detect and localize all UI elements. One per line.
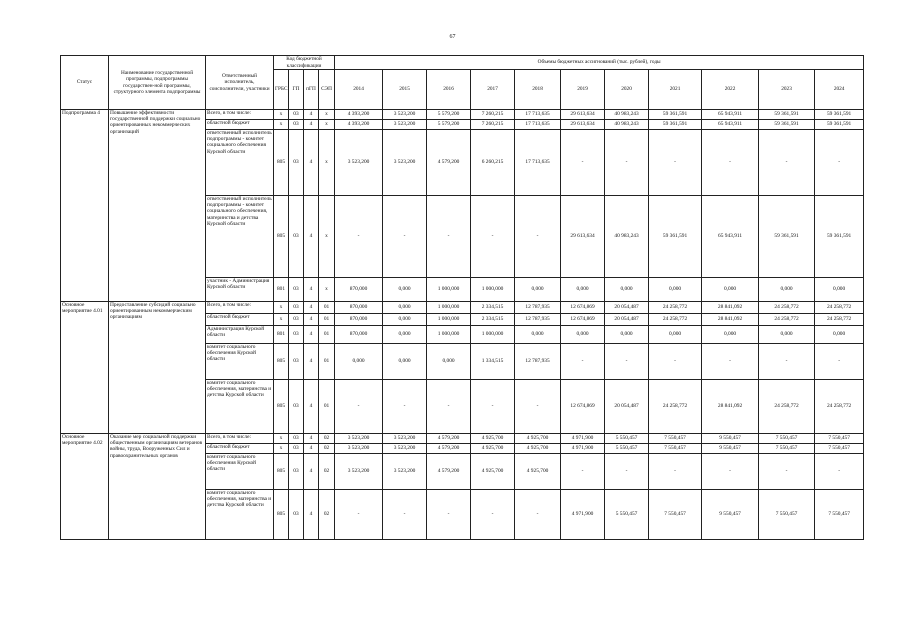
value-cell-2020: - — [605, 344, 649, 380]
code-cell: х — [274, 444, 289, 454]
code-cell: х — [274, 120, 289, 130]
header-year-2019: 2019 — [561, 70, 605, 110]
value-cell-2023: 59 361,591 — [759, 196, 815, 278]
value-cell-2014: 870,000 — [335, 326, 383, 344]
header-code-2: ГП — [289, 70, 304, 110]
code-cell: 805 — [274, 380, 289, 434]
value-cell-2022: 0,000 — [702, 278, 759, 302]
value-cell-2016: 5 579,200 — [427, 110, 471, 120]
value-cell-2014: 3 523,200 — [335, 434, 383, 444]
header-volumes-group: Объемы бюджетных ассигнований (тыс. рублей), годы — [335, 56, 864, 70]
value-cell-2024: 7 550,457 — [815, 434, 864, 444]
executor-cell: областной бюджет — [206, 314, 274, 326]
value-cell-2018: 0,000 — [515, 278, 561, 302]
code-cell: 4 — [304, 454, 319, 490]
code-cell: х — [274, 434, 289, 444]
value-cell-2015: 3 523,200 — [383, 444, 427, 454]
value-cell-2020: 5 550,457 — [605, 490, 649, 540]
header-code-3: пГП — [304, 70, 319, 110]
value-cell-2020: 20 054,487 — [605, 302, 649, 314]
value-cell-2020: 20 054,487 — [605, 380, 649, 434]
code-cell: 4 — [304, 314, 319, 326]
value-cell-2024: 0,000 — [815, 278, 864, 302]
value-cell-2014: 870,000 — [335, 314, 383, 326]
value-cell-2014: 3 523,200 — [335, 444, 383, 454]
code-cell: 805 — [274, 490, 289, 540]
value-cell-2023: 0,000 — [759, 278, 815, 302]
value-cell-2023: 7 550,457 — [759, 434, 815, 444]
executor-cell: комитет социального обеспечения Курской области — [206, 454, 274, 490]
value-cell-2022: 0,000 — [702, 326, 759, 344]
code-cell: 4 — [304, 344, 319, 380]
code-cell: 01 — [319, 344, 335, 380]
value-cell-2022: 28 841,092 — [702, 314, 759, 326]
code-cell: 03 — [289, 326, 304, 344]
executor-cell: Всего, в том числе: — [206, 302, 274, 314]
value-cell-2018: 4 925,700 — [515, 454, 561, 490]
code-cell: 4 — [304, 434, 319, 444]
value-cell-2023: 24 258,772 — [759, 314, 815, 326]
value-cell-2014: - — [335, 196, 383, 278]
value-cell-2018: 0,000 — [515, 326, 561, 344]
code-cell: 4 — [304, 302, 319, 314]
code-cell: 01 — [319, 302, 335, 314]
code-cell: 02 — [319, 434, 335, 444]
value-cell-2015: 3 523,200 — [383, 454, 427, 490]
code-cell: 4 — [304, 110, 319, 120]
value-cell-2015: - — [383, 490, 427, 540]
value-cell-2017: 6 260,215 — [471, 130, 515, 196]
status-cell: Основное мероприятие 4.01 — [61, 302, 109, 434]
value-cell-2024: 59 361,591 — [815, 110, 864, 120]
value-cell-2018: - — [515, 380, 561, 434]
code-cell: 03 — [289, 434, 304, 444]
header-name: Наименование государственной программы, подпрограммы государствен-ной программы, структурного элемента подпрограммы — [109, 56, 206, 110]
code-cell: 01 — [319, 380, 335, 434]
code-cell: х — [274, 302, 289, 314]
value-cell-2022: - — [702, 454, 759, 490]
code-cell: 03 — [289, 490, 304, 540]
code-cell: 4 — [304, 196, 319, 278]
value-cell-2024: 24 258,772 — [815, 380, 864, 434]
executor-cell: комитет социального обеспечения, материнства и детства Курской области — [206, 490, 274, 540]
value-cell-2024: 7 550,457 — [815, 490, 864, 540]
value-cell-2021: 24 258,772 — [649, 314, 702, 326]
program-name-cell: Повышение эффективности государственной поддержки социально ориентированных некоммерческих организаций — [109, 110, 206, 302]
value-cell-2019: 12 674,869 — [561, 302, 605, 314]
value-cell-2014: 870,000 — [335, 278, 383, 302]
value-cell-2014: 4 393,200 — [335, 120, 383, 130]
value-cell-2016: 4 579,200 — [427, 434, 471, 444]
value-cell-2017: 2 334,515 — [471, 302, 515, 314]
value-cell-2023: - — [759, 344, 815, 380]
value-cell-2018: 12 787,935 — [515, 314, 561, 326]
header-status: Статус — [61, 56, 109, 110]
value-cell-2022: - — [702, 344, 759, 380]
value-cell-2022: 28 841,092 — [702, 302, 759, 314]
value-cell-2015: 3 523,200 — [383, 120, 427, 130]
value-cell-2023: 0,000 — [759, 326, 815, 344]
value-cell-2017: 1 000,000 — [471, 278, 515, 302]
value-cell-2018: 17 713,635 — [515, 110, 561, 120]
code-cell: 02 — [319, 490, 335, 540]
executor-cell: ответственный исполнитель подпрограммы - комитет социального обеспечения Курской области — [206, 130, 274, 196]
value-cell-2019: 0,000 — [561, 278, 605, 302]
value-cell-2016: 4 579,200 — [427, 444, 471, 454]
value-cell-2017: 7 260,215 — [471, 110, 515, 120]
code-cell: х — [274, 110, 289, 120]
executor-cell: ответственный исполнитель подпрограммы - комитет социального обеспечения, материнства и детства Курской области — [206, 196, 274, 278]
code-cell: 03 — [289, 302, 304, 314]
header-year-2023: 2023 — [759, 70, 815, 110]
code-cell: 4 — [304, 490, 319, 540]
value-cell-2017: - — [471, 380, 515, 434]
value-cell-2023: 59 361,591 — [759, 120, 815, 130]
value-cell-2020: 40 983,243 — [605, 196, 649, 278]
value-cell-2015: 3 523,200 — [383, 434, 427, 444]
code-cell: 4 — [304, 130, 319, 196]
executor-cell: Всего, в том числе: — [206, 434, 274, 444]
value-cell-2020: - — [605, 454, 649, 490]
value-cell-2017: 7 260,215 — [471, 120, 515, 130]
value-cell-2021: 24 258,772 — [649, 380, 702, 434]
code-cell: 03 — [289, 314, 304, 326]
code-cell: 4 — [304, 380, 319, 434]
value-cell-2016: 4 579,200 — [427, 130, 471, 196]
code-cell: 801 — [274, 278, 289, 302]
value-cell-2022: 9 550,457 — [702, 434, 759, 444]
header-year-2022: 2022 — [702, 70, 759, 110]
value-cell-2020: 40 983,243 — [605, 110, 649, 120]
header-executor: Ответственный исполнитель, соисполнители, участники — [206, 56, 274, 110]
value-cell-2023: 24 258,772 — [759, 302, 815, 314]
code-cell: х — [319, 110, 335, 120]
value-cell-2019: 4 971,900 — [561, 490, 605, 540]
value-cell-2019: - — [561, 454, 605, 490]
value-cell-2015: 0,000 — [383, 314, 427, 326]
code-cell: 4 — [304, 120, 319, 130]
header-year-2021: 2021 — [649, 70, 702, 110]
value-cell-2024: 24 258,772 — [815, 314, 864, 326]
value-cell-2017: - — [471, 490, 515, 540]
value-cell-2019: 29 613,634 — [561, 120, 605, 130]
header-code-1: ГРБС — [274, 70, 289, 110]
value-cell-2017: 4 925,700 — [471, 434, 515, 444]
value-cell-2019: 12 674,869 — [561, 380, 605, 434]
table-row — [61, 110, 864, 120]
value-cell-2021: 59 361,591 — [649, 110, 702, 120]
value-cell-2015: 0,000 — [383, 344, 427, 380]
header-code-group: Код бюджетной классификации — [274, 56, 335, 70]
value-cell-2016: 1 000,000 — [427, 278, 471, 302]
value-cell-2022: 9 550,457 — [702, 490, 759, 540]
code-cell: 01 — [319, 326, 335, 344]
executor-cell: областной бюджет — [206, 444, 274, 454]
code-cell: 805 — [274, 196, 289, 278]
header-year-2015: 2015 — [383, 70, 427, 110]
value-cell-2018: 4 925,700 — [515, 444, 561, 454]
code-cell: 01 — [319, 314, 335, 326]
code-cell: 03 — [289, 344, 304, 380]
value-cell-2023: - — [759, 454, 815, 490]
value-cell-2024: 0,000 — [815, 326, 864, 344]
executor-cell: Администрация Курской области — [206, 326, 274, 344]
value-cell-2016: 4 579,200 — [427, 454, 471, 490]
value-cell-2023: 7 550,457 — [759, 444, 815, 454]
table-row — [61, 302, 864, 314]
value-cell-2017: 4 925,700 — [471, 444, 515, 454]
value-cell-2024: 24 258,772 — [815, 302, 864, 314]
status-cell: Подпрограмма 4 — [61, 110, 109, 302]
value-cell-2018: - — [515, 196, 561, 278]
code-cell: х — [274, 314, 289, 326]
code-cell: х — [319, 130, 335, 196]
value-cell-2017: 4 925,700 — [471, 454, 515, 490]
value-cell-2022: 28 841,092 — [702, 380, 759, 434]
value-cell-2017: 2 334,515 — [471, 314, 515, 326]
value-cell-2016: - — [427, 380, 471, 434]
code-cell: 02 — [319, 454, 335, 490]
value-cell-2023: - — [759, 130, 815, 196]
header-year-2016: 2016 — [427, 70, 471, 110]
code-cell: х — [319, 278, 335, 302]
value-cell-2014: 4 393,200 — [335, 110, 383, 120]
status-cell: Основное мероприятие 4.02 — [61, 434, 109, 540]
header-year-2018: 2018 — [515, 70, 561, 110]
value-cell-2019: 4 971,900 — [561, 444, 605, 454]
value-cell-2020: 0,000 — [605, 278, 649, 302]
header-year-2017: 2017 — [471, 70, 515, 110]
value-cell-2021: - — [649, 454, 702, 490]
value-cell-2020: 40 983,243 — [605, 120, 649, 130]
code-cell: 03 — [289, 278, 304, 302]
value-cell-2024: - — [815, 344, 864, 380]
code-cell: 801 — [274, 326, 289, 344]
value-cell-2018: 17 713,635 — [515, 120, 561, 130]
program-name-cell: Предоставление субсидий социально ориентированным некоммерческим организациям — [109, 302, 206, 434]
value-cell-2019: 29 613,634 — [561, 110, 605, 120]
executor-cell: участник - Администрация Курской области — [206, 278, 274, 302]
value-cell-2019: 29 613,634 — [561, 196, 605, 278]
value-cell-2019: - — [561, 130, 605, 196]
value-cell-2014: - — [335, 490, 383, 540]
code-cell: 03 — [289, 454, 304, 490]
code-cell: 03 — [289, 380, 304, 434]
executor-cell: комитет социального обеспечения Курской области — [206, 344, 274, 380]
value-cell-2016: - — [427, 490, 471, 540]
value-cell-2023: 7 550,457 — [759, 490, 815, 540]
code-cell: 02 — [319, 444, 335, 454]
value-cell-2021: 7 550,457 — [649, 444, 702, 454]
value-cell-2017: 1 000,000 — [471, 326, 515, 344]
value-cell-2014: 0,000 — [335, 344, 383, 380]
value-cell-2014: 870,000 — [335, 302, 383, 314]
code-cell: 805 — [274, 344, 289, 380]
page-number: 67 — [449, 34, 456, 40]
value-cell-2018: 4 925,700 — [515, 434, 561, 444]
value-cell-2021: 0,000 — [649, 278, 702, 302]
value-cell-2024: 59 361,591 — [815, 196, 864, 278]
header-year-2024: 2024 — [815, 70, 864, 110]
value-cell-2015: - — [383, 196, 427, 278]
value-cell-2017: - — [471, 196, 515, 278]
code-cell: 805 — [274, 130, 289, 196]
value-cell-2015: 3 523,200 — [383, 110, 427, 120]
value-cell-2016: 5 579,200 — [427, 120, 471, 130]
value-cell-2021: - — [649, 130, 702, 196]
value-cell-2021: 0,000 — [649, 326, 702, 344]
value-cell-2016: - — [427, 196, 471, 278]
budget-table — [60, 55, 864, 540]
value-cell-2024: 59 361,591 — [815, 120, 864, 130]
value-cell-2018: 12 787,935 — [515, 344, 561, 380]
value-cell-2020: - — [605, 130, 649, 196]
value-cell-2022: 65 943,911 — [702, 110, 759, 120]
value-cell-2020: 5 550,457 — [605, 444, 649, 454]
value-cell-2022: 65 943,911 — [702, 196, 759, 278]
value-cell-2019: 4 971,900 — [561, 434, 605, 444]
code-cell: 4 — [304, 444, 319, 454]
program-name-cell: Оказание мер социальной поддержки общественным организациям ветеранов войны, труда, Вооруженных Сил и правоохранительных органов — [109, 434, 206, 540]
code-cell: 03 — [289, 120, 304, 130]
value-cell-2020: 5 550,457 — [605, 434, 649, 444]
value-cell-2019: - — [561, 344, 605, 380]
value-cell-2022: 65 943,911 — [702, 120, 759, 130]
value-cell-2015: 0,000 — [383, 302, 427, 314]
value-cell-2016: 0,000 — [427, 344, 471, 380]
value-cell-2021: 7 550,457 — [649, 490, 702, 540]
header-code-4: СЭП — [319, 70, 335, 110]
value-cell-2021: 59 361,591 — [649, 120, 702, 130]
executor-cell: комитет социального обеспечения, материнства и детства Курской области — [206, 380, 274, 434]
value-cell-2021: 59 361,591 — [649, 196, 702, 278]
value-cell-2024: - — [815, 130, 864, 196]
value-cell-2014: 3 523,200 — [335, 454, 383, 490]
value-cell-2016: 1 000,000 — [427, 326, 471, 344]
value-cell-2016: 1 000,000 — [427, 302, 471, 314]
value-cell-2024: 7 550,457 — [815, 444, 864, 454]
table-row — [61, 434, 864, 444]
executor-cell: Всего, в том числе: — [206, 110, 274, 120]
value-cell-2015: - — [383, 380, 427, 434]
value-cell-2019: 0,000 — [561, 326, 605, 344]
value-cell-2021: 24 258,772 — [649, 302, 702, 314]
value-cell-2022: - — [702, 130, 759, 196]
value-cell-2019: 12 674,869 — [561, 314, 605, 326]
code-cell: 03 — [289, 130, 304, 196]
value-cell-2018: 17 713,635 — [515, 130, 561, 196]
code-cell: 4 — [304, 278, 319, 302]
value-cell-2023: 24 258,772 — [759, 380, 815, 434]
value-cell-2023: 59 361,591 — [759, 110, 815, 120]
code-cell: х — [319, 120, 335, 130]
value-cell-2014: 3 523,200 — [335, 130, 383, 196]
value-cell-2018: - — [515, 490, 561, 540]
code-cell: 4 — [304, 326, 319, 344]
code-cell: 805 — [274, 454, 289, 490]
value-cell-2022: 9 550,457 — [702, 444, 759, 454]
value-cell-2024: - — [815, 454, 864, 490]
executor-cell: областной бюджет — [206, 120, 274, 130]
value-cell-2015: 0,000 — [383, 326, 427, 344]
code-cell: 03 — [289, 110, 304, 120]
header-year-2014: 2014 — [335, 70, 383, 110]
code-cell: 03 — [289, 444, 304, 454]
value-cell-2015: 3 523,200 — [383, 130, 427, 196]
code-cell: 03 — [289, 196, 304, 278]
value-cell-2021: 7 550,457 — [649, 434, 702, 444]
header-year-2020: 2020 — [605, 70, 649, 110]
value-cell-2020: 0,000 — [605, 326, 649, 344]
value-cell-2020: 20 054,487 — [605, 314, 649, 326]
value-cell-2018: 12 787,935 — [515, 302, 561, 314]
value-cell-2021: - — [649, 344, 702, 380]
value-cell-2014: - — [335, 380, 383, 434]
value-cell-2016: 1 000,000 — [427, 314, 471, 326]
value-cell-2015: 0,000 — [383, 278, 427, 302]
code-cell: х — [319, 196, 335, 278]
value-cell-2017: 1 334,515 — [471, 344, 515, 380]
